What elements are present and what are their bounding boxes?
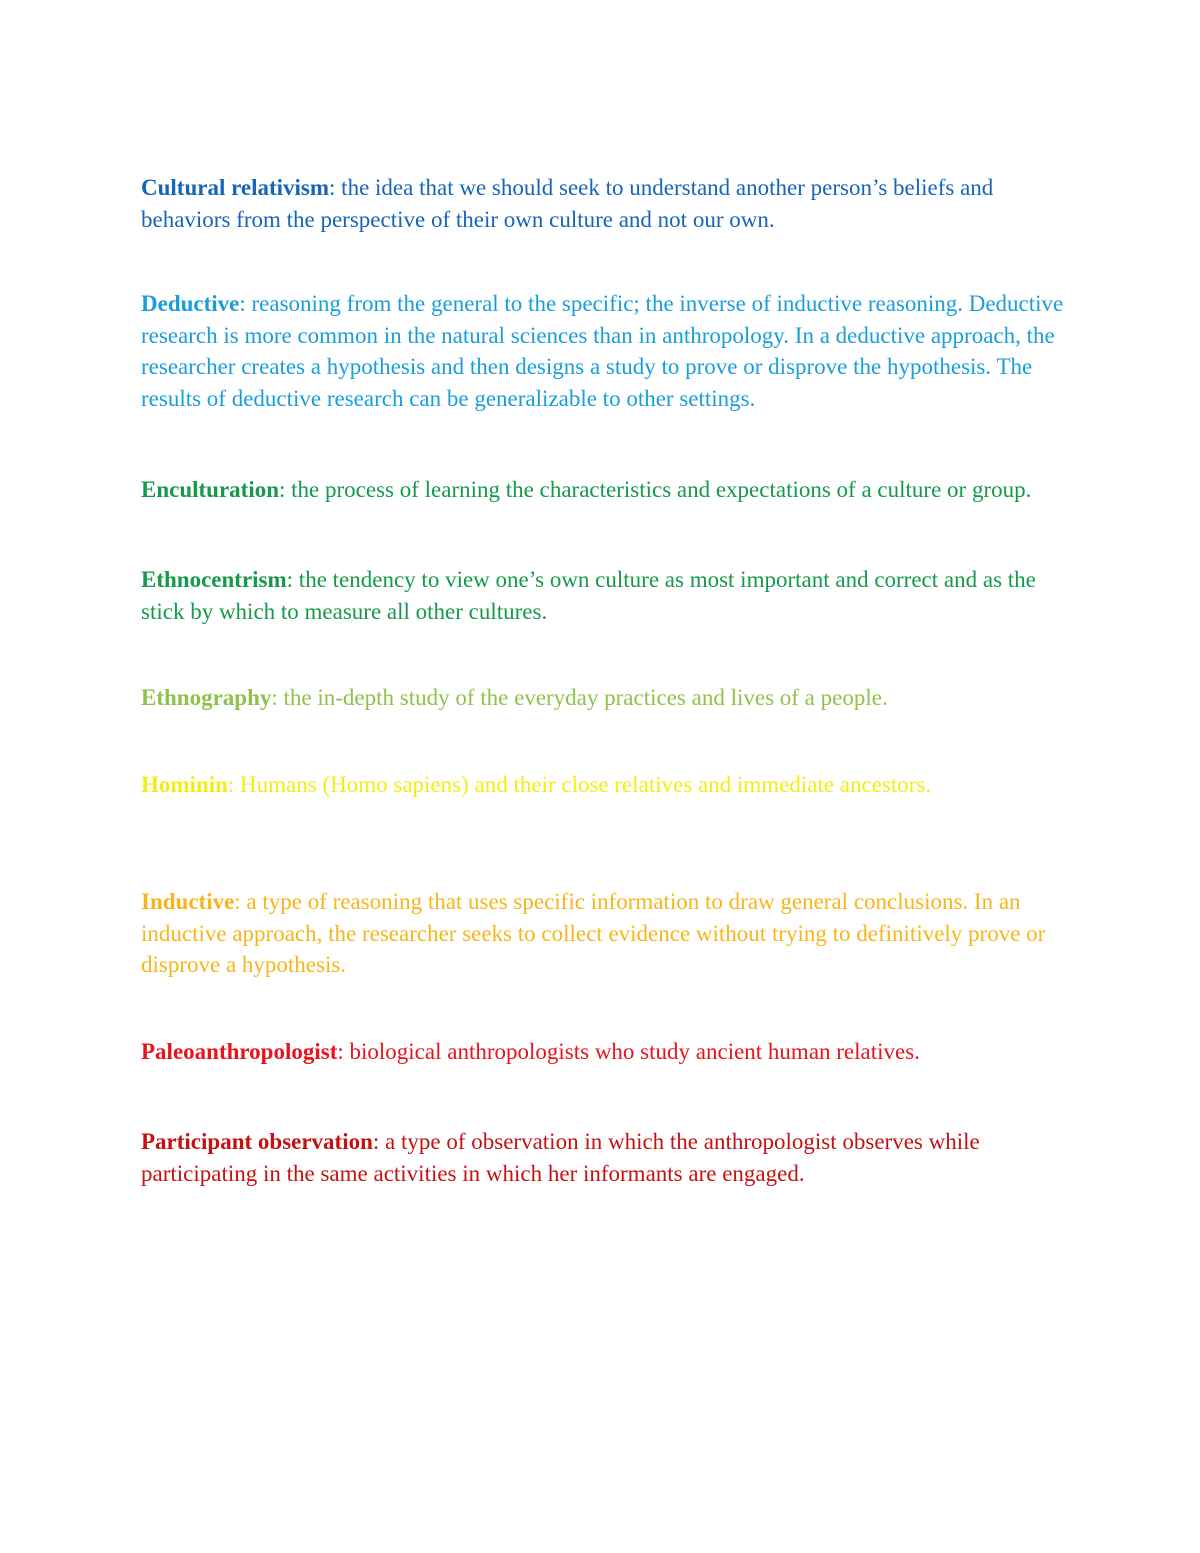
glossary-term: Cultural relativism (141, 175, 330, 200)
glossary-entry-participant-observation (141, 1126, 1071, 1189)
glossary-definition: : the process of learning the characteristics and expectations of a culture or group. (279, 477, 1032, 502)
glossary-definition: : a type of observation in which the anthropologist observes while participating in the same activities in which her informants are engaged. (141, 1129, 980, 1186)
glossary-term: Paleoanthropologist (141, 1039, 338, 1064)
glossary-entry-cultural-relativism (141, 172, 1071, 235)
glossary-term: Inductive (141, 889, 235, 914)
glossary-entry-deductive (141, 288, 1071, 414)
glossary-term: Hominin (141, 772, 228, 797)
glossary-entry-ethnography (141, 682, 1071, 714)
glossary-term: Enculturation (141, 477, 280, 502)
glossary-entry-hominin (141, 769, 1071, 801)
glossary-entry-paleoanthropologist (141, 1036, 1071, 1068)
glossary-term: Deductive (141, 291, 240, 316)
glossary-term: Ethnography (141, 685, 272, 710)
glossary-entry-inductive (141, 886, 1071, 981)
glossary-term: Participant observation (141, 1129, 373, 1154)
glossary-definition: : the idea that we should seek to understand another person’s beliefs and behaviors from the perspective of their own culture and not our own. (141, 175, 994, 232)
glossary-definition: : the in-depth study of the everyday practices and lives of a people. (271, 685, 888, 710)
glossary-definition: : reasoning from the general to the specific; the inverse of inductive reasoning. Deductive research is more common in the natural sciences than in anthropology. In a deductive approach, the researcher creates a hypothesis and then designs a study to prove or disprove the hypothesis. The results of deductive research can be generalizable to other settings. (141, 291, 1064, 411)
glossary-entry-enculturation (141, 474, 1071, 506)
glossary-term: Ethnocentrism (141, 567, 287, 592)
glossary-definition: : biological anthropologists who study ancient human relatives. (337, 1039, 920, 1064)
glossary-definition: : the tendency to view one’s own culture as most important and correct and as the stick by which to measure all other cultures. (141, 567, 1036, 624)
glossary-definition: : Humans (Homo sapiens) and their close relatives and immediate ancestors. (227, 772, 932, 797)
glossary-entry-ethnocentrism (141, 564, 1071, 627)
glossary-definition: : a type of reasoning that uses specific information to draw general conclusions. In an inductive approach, the researcher seeks to collect evidence without trying to definitively prove or disprove a hypothesis. (141, 889, 1046, 977)
